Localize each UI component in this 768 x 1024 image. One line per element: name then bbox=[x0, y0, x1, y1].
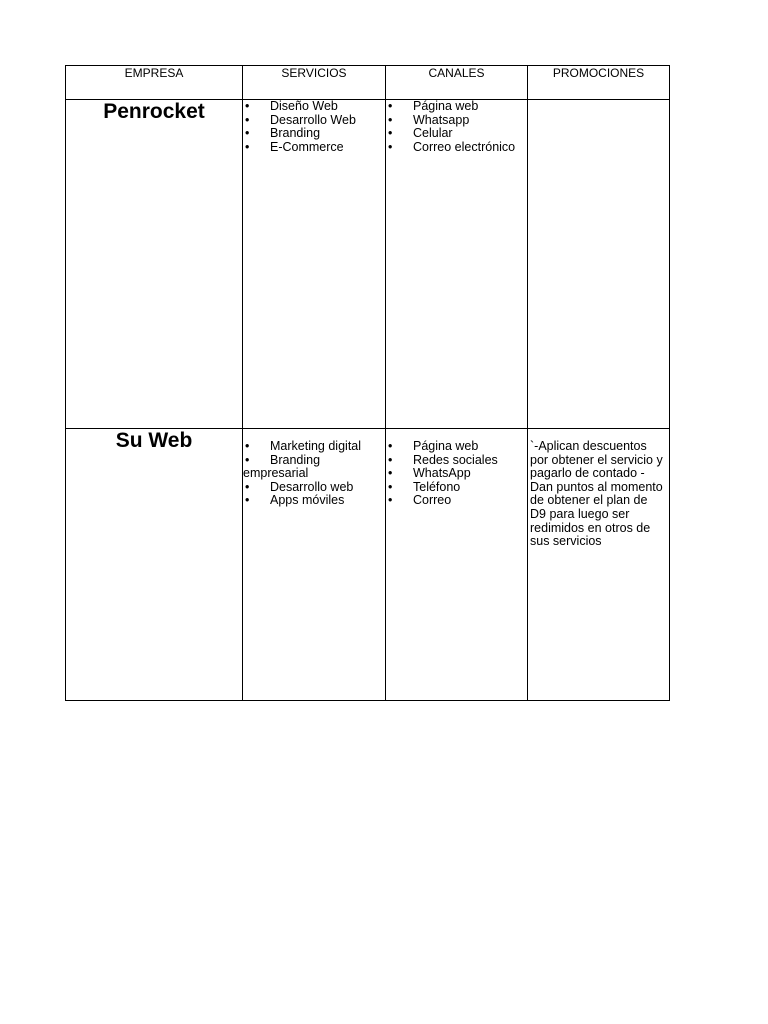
header-empresa: EMPRESA bbox=[66, 66, 243, 100]
list-item: • Redes sociales bbox=[386, 454, 527, 468]
header-servicios: SERVICIOS bbox=[243, 66, 386, 100]
promotions-cell bbox=[528, 429, 670, 701]
services-list bbox=[243, 440, 385, 508]
header-row bbox=[66, 66, 670, 100]
channels-list bbox=[386, 100, 527, 154]
list-item: • Diseño Web bbox=[243, 100, 385, 114]
list-item: • WhatsApp bbox=[386, 467, 527, 481]
services-cell bbox=[243, 429, 386, 701]
list-item: • Desarrollo web bbox=[243, 481, 385, 495]
list-item: • Desarrollo Web bbox=[243, 114, 385, 128]
list-item: • Celular bbox=[386, 127, 527, 141]
list-item: • Whatsapp bbox=[386, 114, 527, 128]
promotions-cell bbox=[528, 100, 670, 429]
services-cell bbox=[243, 100, 386, 429]
list-item: • Correo electrónico bbox=[386, 141, 527, 155]
channels-list bbox=[386, 440, 527, 508]
header-canales: CANALES bbox=[386, 66, 528, 100]
channels-cell bbox=[386, 100, 528, 429]
list-item: • Página web bbox=[386, 440, 527, 454]
list-item: • Página web bbox=[386, 100, 527, 114]
list-item: • Branding empresarial bbox=[243, 454, 385, 481]
promotions-text: `-Aplican descuentos por obtener el servicio y pagarlo de contado -Dan puntos al momento de obtener el plan de D9 para luego ser redimidos en otros de sus servicios bbox=[530, 439, 663, 549]
services-list bbox=[243, 100, 385, 154]
list-item: • Correo bbox=[386, 494, 527, 508]
list-item: • Marketing digital bbox=[243, 440, 385, 454]
table-row bbox=[66, 429, 670, 701]
table-row bbox=[66, 100, 670, 429]
list-item: • E-Commerce bbox=[243, 141, 385, 155]
list-item: • Teléfono bbox=[386, 481, 527, 495]
company-name: Su Web bbox=[66, 429, 243, 701]
list-item: • Apps móviles bbox=[243, 494, 385, 508]
companies-table bbox=[65, 65, 670, 701]
list-item: • Branding bbox=[243, 127, 385, 141]
channels-cell bbox=[386, 429, 528, 701]
company-name: Penrocket bbox=[66, 100, 243, 429]
header-promociones: PROMOCIONES bbox=[528, 66, 670, 100]
